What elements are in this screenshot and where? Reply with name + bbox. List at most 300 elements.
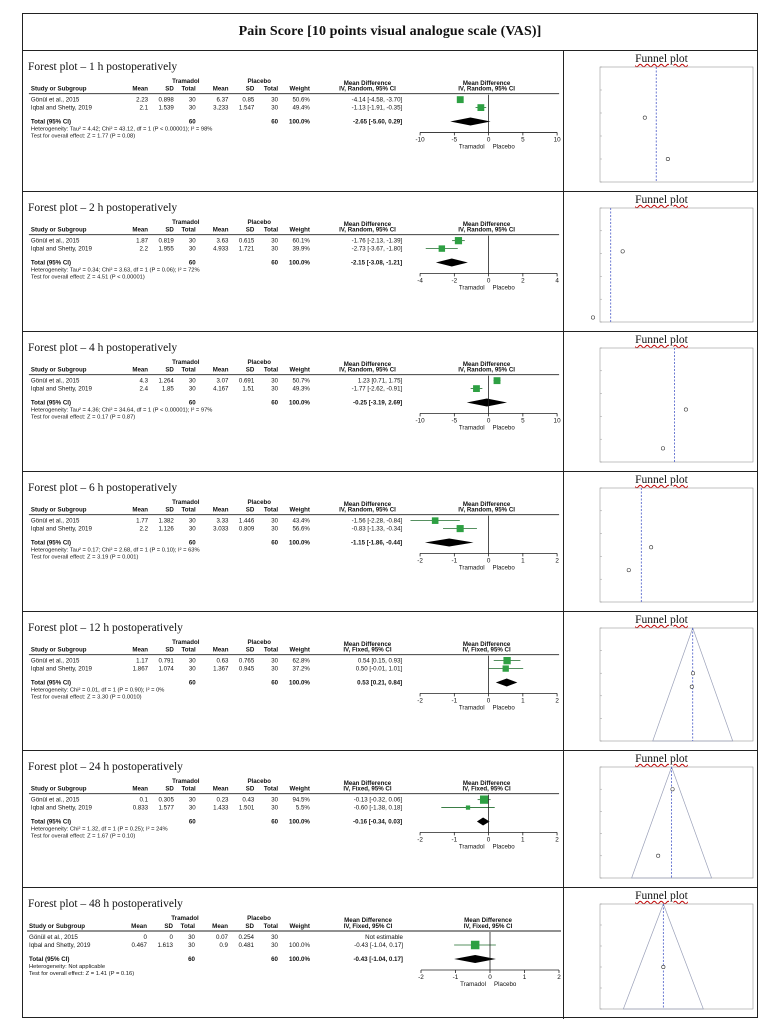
sd2-value: 0.481 xyxy=(238,942,254,949)
pooled-diamond xyxy=(425,539,474,547)
total-n2: 60 xyxy=(271,956,278,963)
x-tick-label: 1 xyxy=(521,557,525,565)
ci-value: -0.83 [-1.33, -0.34] xyxy=(351,525,403,533)
funnel-point xyxy=(691,672,694,675)
weight-value: 37.2% xyxy=(292,665,310,673)
sd2-header: SD xyxy=(245,923,254,930)
total-ci: -1.15 [-1.86, -0.44] xyxy=(351,539,403,547)
total1-header: Total xyxy=(181,226,196,234)
total1-value: 30 xyxy=(188,377,196,385)
mean1-value: 1.87 xyxy=(136,237,149,245)
study-name: Gönül et al., 2015 xyxy=(30,517,80,525)
title-row xyxy=(23,14,757,51)
heterogeneity-text: Heterogeneity: Tau² = 0.17; Chi² = 2.68, df = 1 (P = 0.10); I² = 63% xyxy=(30,547,200,554)
heterogeneity-text: Heterogeneity: Chi² = 0.01, df = 1 (P = 0.90); I² = 0% xyxy=(30,687,165,694)
total2-header: Total xyxy=(263,366,279,374)
md-header-left: Mean Difference xyxy=(343,500,392,508)
mean2-header: Mean xyxy=(212,85,229,93)
method-header-right: IV, Fixed, 95% CI xyxy=(462,785,511,793)
x-tick-label: 10 xyxy=(553,417,561,425)
ci-value: 0.50 [-0.01, 1.01] xyxy=(355,665,403,673)
weight-value: 60.1% xyxy=(292,237,310,245)
total1-value: 30 xyxy=(188,517,196,525)
x-tick-label: 2 xyxy=(521,277,525,285)
sd2-value: 1.446 xyxy=(238,517,255,525)
total1-header: Total xyxy=(181,366,196,374)
total2-value: 30 xyxy=(271,657,279,665)
study-name: Gönül et al., 2015 xyxy=(30,657,80,665)
overall-effect-text: Test for overall effect: Z = 1.77 (P = 0.08) xyxy=(30,133,136,140)
md-header-right: Mean Difference xyxy=(462,640,511,648)
total-label: Total (95% CI) xyxy=(30,259,72,267)
favours-placebo-label: Placebo xyxy=(494,981,517,988)
funnel-plot-cell xyxy=(564,332,759,471)
weight-header: Weight xyxy=(289,506,310,514)
total-label: Total (95% CI) xyxy=(29,956,70,963)
method-header-right: IV, Random, 95% CI xyxy=(458,85,516,93)
group1-header: Tramadol xyxy=(172,638,200,646)
method-header-right: IV, Random, 95% CI xyxy=(458,226,515,234)
funnel-plot-title: Funnel plot xyxy=(635,334,688,346)
mean1-header: Mean xyxy=(132,85,149,93)
mean1-header: Mean xyxy=(132,226,149,234)
ci-value: -1.13 [-1.91, -0.35] xyxy=(351,104,403,112)
forest-plot xyxy=(23,612,564,750)
funnel-plot-cell xyxy=(564,751,759,887)
mean2-value: 3.233 xyxy=(213,104,229,112)
total1-value: 30 xyxy=(188,657,196,665)
method-header-right: IV, Random, 95% CI xyxy=(458,506,515,514)
total-label: Total (95% CI) xyxy=(30,399,72,407)
total2-value: 30 xyxy=(271,385,279,393)
mean2-value: 4.167 xyxy=(213,385,229,393)
forest-panel xyxy=(23,192,757,332)
study-name: Gönül et al., 2015 xyxy=(30,796,80,804)
mean2-value: 3.07 xyxy=(216,377,229,385)
effect-square xyxy=(466,805,470,809)
md-header-left: Mean Difference xyxy=(343,220,392,228)
forest-plot xyxy=(23,472,564,611)
group1-header: Tramadol xyxy=(171,915,199,922)
total-ci: -2.15 [-3.08, -1.21] xyxy=(351,259,403,267)
overall-effect-text: Test for overall effect: Z = 1.41 (P = 0.16) xyxy=(29,971,135,977)
total1-header: Total xyxy=(181,506,196,514)
total1-value: 30 xyxy=(188,796,196,804)
ci-value: -2.73 [-3.67, -1.80] xyxy=(351,245,403,253)
overall-effect-text: Test for overall effect: Z = 4.51 (P < 0.00001) xyxy=(30,274,145,281)
sd2-header: SD xyxy=(245,785,255,793)
favours-placebo-label: Placebo xyxy=(492,843,515,851)
total-weight: 100.0% xyxy=(289,679,310,687)
ci-value: -0.13 [-0.32, 0.06] xyxy=(353,796,403,804)
study-name: Iqbal and Shetty, 2019 xyxy=(30,525,92,533)
total-n1: 60 xyxy=(188,399,196,407)
funnel-plot-cell xyxy=(564,192,759,331)
study-header: Study or Subgroup xyxy=(30,785,87,793)
weight-value: 56.6% xyxy=(292,525,310,533)
total-ci: 0.53 [0.21, 0.84] xyxy=(357,679,403,687)
mean2-value: 1.367 xyxy=(213,665,229,673)
method-header-left: IV, Fixed, 95% CI xyxy=(343,785,392,793)
favours-placebo-label: Placebo xyxy=(492,704,515,712)
group1-header: Tramadol xyxy=(172,218,200,226)
sd2-header: SD xyxy=(245,506,255,514)
total-label: Total (95% CI) xyxy=(30,539,72,547)
sd1-value: 1.955 xyxy=(158,245,174,253)
x-tick-label: 0 xyxy=(486,557,491,565)
forest-plot-cell xyxy=(23,51,564,191)
forest-panel xyxy=(23,888,757,1019)
effect-square xyxy=(480,795,488,803)
sd1-value: 1.539 xyxy=(158,104,174,112)
mean1-value: 0.467 xyxy=(131,942,147,949)
study-name: Gönül et al., 2015 xyxy=(29,934,78,941)
total2-value: 30 xyxy=(271,377,279,385)
total-n2: 60 xyxy=(271,679,279,687)
effect-square xyxy=(494,377,501,384)
md-header-left: Mean Difference xyxy=(343,779,392,787)
x-tick-label: 2 xyxy=(555,697,559,705)
forest-panel xyxy=(23,472,757,612)
study-name: Gönül et al., 2015 xyxy=(30,237,80,245)
forest-plot-cell xyxy=(23,751,564,887)
mean1-value: 2.1 xyxy=(139,104,149,112)
forest-plot-cell xyxy=(23,472,564,611)
total-n1: 60 xyxy=(188,679,196,687)
total-n2: 60 xyxy=(271,118,279,126)
x-tick-label: 0 xyxy=(486,697,491,705)
total-weight: 100.0% xyxy=(289,818,310,826)
favours-placebo-label: Placebo xyxy=(492,284,515,292)
favours-tramadol-label: Tramadol xyxy=(458,704,485,712)
total-weight: 100.0% xyxy=(289,399,310,407)
funnel-plot-title: Funnel plot xyxy=(635,53,688,65)
sd1-header: SD xyxy=(165,506,174,514)
study-name: Gönül et al., 2015 xyxy=(30,96,80,104)
pooled-diamond xyxy=(436,259,468,267)
total2-header: Total xyxy=(263,785,279,793)
x-tick-label: -2 xyxy=(417,557,423,565)
sd1-value: 1.85 xyxy=(161,385,174,393)
funnel-point xyxy=(591,316,594,319)
total-n1: 60 xyxy=(188,818,196,826)
weight-value: 100.0% xyxy=(289,942,310,949)
sd1-header: SD xyxy=(165,226,174,234)
total-ci: -0.25 [-3.19, 2.69] xyxy=(353,399,403,407)
sd1-header: SD xyxy=(165,366,174,374)
mean2-value: 4.933 xyxy=(213,245,229,253)
group1-header: Tramadol xyxy=(172,358,200,366)
mean2-value: 1.433 xyxy=(213,804,229,812)
md-header-left: Mean Difference xyxy=(344,917,392,924)
group2-header: Placebo xyxy=(247,638,272,646)
mean1-value: 1.17 xyxy=(136,657,149,665)
funnel-point xyxy=(661,447,664,450)
favours-placebo-label: Placebo xyxy=(492,424,515,432)
forest-plot-cell xyxy=(23,888,564,1019)
md-header-left: Mean Difference xyxy=(343,360,392,368)
mean1-value: 0.1 xyxy=(139,796,149,804)
group1-header: Tramadol xyxy=(172,498,200,506)
effect-square xyxy=(503,657,510,664)
funnel-plot xyxy=(564,612,759,751)
total2-header: Total xyxy=(263,506,279,514)
weight-header: Weight xyxy=(289,923,310,930)
total1-value: 30 xyxy=(188,665,196,673)
forest-panel xyxy=(23,332,757,472)
sd1-value: 0.898 xyxy=(158,96,174,104)
heterogeneity-text: Heterogeneity: Not applicable xyxy=(29,964,106,970)
pooled-diamond xyxy=(467,399,507,407)
pooled-diamond xyxy=(496,679,518,687)
total2-header: Total xyxy=(263,923,278,930)
funnel-frame xyxy=(600,628,753,741)
sd2-value: 0.43 xyxy=(242,796,255,804)
ci-value: -1.77 [-2.62, -0.91] xyxy=(351,385,403,393)
x-tick-label: -2 xyxy=(417,836,423,844)
group2-header: Placebo xyxy=(247,77,272,85)
mean2-value: 6.37 xyxy=(216,96,229,104)
funnel-frame xyxy=(600,348,753,462)
favours-tramadol-label: Tramadol xyxy=(458,843,485,851)
total2-value: 30 xyxy=(271,237,279,245)
x-tick-label: 10 xyxy=(553,136,561,144)
favours-tramadol-label: Tramadol xyxy=(458,564,485,572)
sd1-value: 0 xyxy=(169,934,173,941)
study-name: Iqbal and Shetty, 2019 xyxy=(30,665,92,673)
funnel-plot-title: Funnel plot xyxy=(635,194,688,206)
weight-header: Weight xyxy=(289,366,310,374)
total2-header: Total xyxy=(263,85,279,93)
weight-header: Weight xyxy=(289,646,310,654)
sd1-header: SD xyxy=(165,85,174,93)
total-label: Total (95% CI) xyxy=(30,679,72,687)
group2-header: Placebo xyxy=(247,498,272,506)
weight-header: Weight xyxy=(289,226,310,234)
group1-header: Tramadol xyxy=(172,77,200,85)
overall-effect-text: Test for overall effect: Z = 0.17 (P = 0.87) xyxy=(30,414,136,421)
x-tick-label: -5 xyxy=(451,417,458,425)
mean1-value: 4.3 xyxy=(139,377,149,385)
x-tick-label: 0 xyxy=(486,417,491,425)
total1-header: Total xyxy=(181,646,196,654)
forest-plot-title: Forest plot – 1 h postoperatively xyxy=(28,61,178,73)
mean1-value: 2.23 xyxy=(136,96,149,104)
x-tick-label: 2 xyxy=(555,836,559,844)
total2-value: 30 xyxy=(271,804,279,812)
md-header-left: Mean Difference xyxy=(343,79,392,87)
total-weight: 100.0% xyxy=(289,118,310,126)
mean1-value: 1.77 xyxy=(136,517,149,525)
mean1-value: 2.4 xyxy=(139,385,149,393)
sd2-value: 0.809 xyxy=(238,525,255,533)
weight-value: 50.7% xyxy=(292,377,310,385)
forest-plot-title: Forest plot – 6 h postoperatively xyxy=(28,482,178,494)
pooled-diamond xyxy=(450,118,490,126)
total2-header: Total xyxy=(263,646,279,654)
sd1-value: 1.264 xyxy=(158,377,174,385)
md-header-right: Mean Difference xyxy=(464,917,512,924)
x-tick-label: -10 xyxy=(415,417,425,425)
sd1-value: 0.819 xyxy=(158,237,174,245)
page-title: Pain Score [10 points visual analogue scale (VAS)] xyxy=(238,24,542,39)
sd1-header: SD xyxy=(165,646,174,654)
forest-plot xyxy=(23,51,564,191)
total-weight: 100.0% xyxy=(289,259,310,267)
forest-plot-cell xyxy=(23,332,564,471)
total2-value: 30 xyxy=(271,104,279,112)
funnel-frame xyxy=(600,67,753,182)
method-header-right: IV, Fixed, 95% CI xyxy=(462,646,511,654)
mean2-header: Mean xyxy=(212,226,229,234)
ci-value: Not estimable xyxy=(365,934,403,941)
funnel-point xyxy=(627,568,630,571)
mean1-header: Mean xyxy=(131,923,147,930)
total-n2: 60 xyxy=(271,818,279,826)
mean2-value: 3.63 xyxy=(216,237,229,245)
heterogeneity-text: Heterogeneity: Tau² = 0.34; Chi² = 3.63, df = 1 (P = 0.06); I² = 72% xyxy=(30,267,200,274)
overall-effect-text: Test for overall effect: Z = 1.67 (P = 0.10) xyxy=(30,833,136,840)
pooled-diamond xyxy=(477,818,490,826)
method-header-right: IV, Fixed, 95% CI xyxy=(463,923,513,930)
effect-square xyxy=(457,525,464,532)
group1-header: Tramadol xyxy=(172,777,200,785)
forest-plot-title: Forest plot – 12 h postoperatively xyxy=(28,622,183,634)
md-header-right: Mean Difference xyxy=(462,79,511,87)
x-tick-label: -1 xyxy=(452,974,459,981)
sd2-header: SD xyxy=(245,85,255,93)
study-header: Study or Subgroup xyxy=(29,923,86,930)
x-tick-label: 0 xyxy=(488,974,492,981)
forest-plot xyxy=(23,888,564,1019)
x-tick-label: -1 xyxy=(451,697,458,705)
group2-header: Placebo xyxy=(247,777,272,785)
effect-square xyxy=(503,665,509,671)
total1-header: Total xyxy=(181,785,196,793)
total-n1: 60 xyxy=(188,118,196,126)
forest-plot-title: Forest plot – 48 h postoperatively xyxy=(28,898,183,910)
weight-value: 43.4% xyxy=(292,517,310,525)
x-tick-label: -1 xyxy=(451,836,458,844)
funnel-plot-title: Funnel plot xyxy=(635,474,688,486)
mean1-header: Mean xyxy=(132,506,149,514)
x-tick-label: 0 xyxy=(486,836,491,844)
study-name: Gönül et al., 2015 xyxy=(30,377,80,385)
forest-plot xyxy=(23,332,564,471)
favours-tramadol-label: Tramadol xyxy=(458,424,485,432)
favours-tramadol-label: Tramadol xyxy=(458,284,485,292)
sd2-value: 0.615 xyxy=(238,237,255,245)
sd2-header: SD xyxy=(245,646,255,654)
mean1-header: Mean xyxy=(132,646,149,654)
sd2-value: 1.501 xyxy=(238,804,255,812)
total2-value: 30 xyxy=(271,96,279,104)
total1-header: Total xyxy=(181,85,196,93)
funnel-plot-cell xyxy=(564,472,759,611)
method-header-left: IV, Random, 95% CI xyxy=(339,85,396,93)
total1-value: 30 xyxy=(188,385,196,393)
sd2-value: 1.721 xyxy=(238,245,255,253)
method-header-left: IV, Fixed, 95% CI xyxy=(343,646,392,654)
sd1-value: 1.126 xyxy=(158,525,174,533)
total-ci: -0.16 [-0.34, 0.03] xyxy=(353,818,403,826)
forest-plot-cell xyxy=(23,192,564,331)
method-header-left: IV, Random, 95% CI xyxy=(339,506,396,514)
x-tick-label: 2 xyxy=(557,974,561,981)
total1-value: 30 xyxy=(188,104,196,112)
mean2-value: 0.63 xyxy=(216,657,229,665)
weight-value: 5.5% xyxy=(295,804,310,812)
group2-header: Placebo xyxy=(247,218,272,226)
md-header-right: Mean Difference xyxy=(462,779,511,787)
x-tick-label: 4 xyxy=(555,277,559,285)
total2-value: 30 xyxy=(271,665,279,673)
funnel-frame xyxy=(600,904,753,1009)
group2-header: Placebo xyxy=(247,915,271,922)
x-tick-label: -4 xyxy=(417,277,423,285)
effect-square xyxy=(471,941,480,950)
study-name: Iqbal and Shetty, 2019 xyxy=(30,385,92,393)
heterogeneity-text: Heterogeneity: Tau² = 4.42; Chi² = 43.12, df = 1 (P < 0.00001); I² = 98% xyxy=(30,126,213,133)
funnel-plot xyxy=(564,472,759,612)
forest-panel xyxy=(23,751,757,888)
favours-tramadol-label: Tramadol xyxy=(458,143,485,151)
funnel-point xyxy=(621,250,624,253)
mean2-header: Mean xyxy=(212,506,229,514)
mean2-header: Mean xyxy=(212,785,229,793)
funnel-plot xyxy=(564,332,759,472)
study-name: Iqbal and Shetty, 2019 xyxy=(30,245,92,253)
forest-plot xyxy=(23,751,564,887)
overall-effect-text: Test for overall effect: Z = 3.19 (P = 0.001) xyxy=(30,554,139,561)
sd1-value: 1.613 xyxy=(157,942,173,949)
ci-value: -1.56 [-2.28, -0.84] xyxy=(351,517,403,525)
x-tick-label: 5 xyxy=(521,417,525,425)
funnel-point xyxy=(656,854,659,857)
total1-value: 30 xyxy=(188,245,196,253)
funnel-plot-cell xyxy=(564,888,759,1019)
x-tick-label: -2 xyxy=(451,277,458,285)
sd2-value: 1.51 xyxy=(242,385,255,393)
mean1-value: 0.833 xyxy=(132,804,149,812)
funnel-point xyxy=(662,965,665,968)
x-tick-label: -5 xyxy=(451,136,458,144)
sd1-header: SD xyxy=(164,923,173,930)
x-tick-label: 0 xyxy=(486,136,491,144)
ci-value: 0.54 [0.15, 0.93] xyxy=(357,657,403,665)
funnel-plot xyxy=(564,51,759,192)
total1-value: 30 xyxy=(188,237,196,245)
weight-value: 50.6% xyxy=(292,96,310,104)
forest-plot xyxy=(23,192,564,331)
funnel-plot-cell xyxy=(564,612,759,750)
study-name: Iqbal and Shetty, 2019 xyxy=(29,942,91,949)
group2-header: Placebo xyxy=(247,358,272,366)
ci-value: -0.60 [-1.38, 0.18] xyxy=(353,804,403,812)
method-header-left: IV, Random, 95% CI xyxy=(339,226,396,234)
study-header: Study or Subgroup xyxy=(30,646,87,654)
effect-square xyxy=(457,96,464,103)
funnel-plot-cell xyxy=(564,51,759,191)
total2-value: 30 xyxy=(271,796,279,804)
study-header: Study or Subgroup xyxy=(30,506,87,514)
funnel-plot-title: Funnel plot xyxy=(635,753,688,765)
total2-value: 30 xyxy=(271,525,279,533)
funnel-point xyxy=(643,116,646,119)
overall-effect-text: Test for overall effect: Z = 3.30 (P = 0.0010) xyxy=(30,694,142,701)
total1-value: 30 xyxy=(188,96,196,104)
mean1-header: Mean xyxy=(132,785,149,793)
